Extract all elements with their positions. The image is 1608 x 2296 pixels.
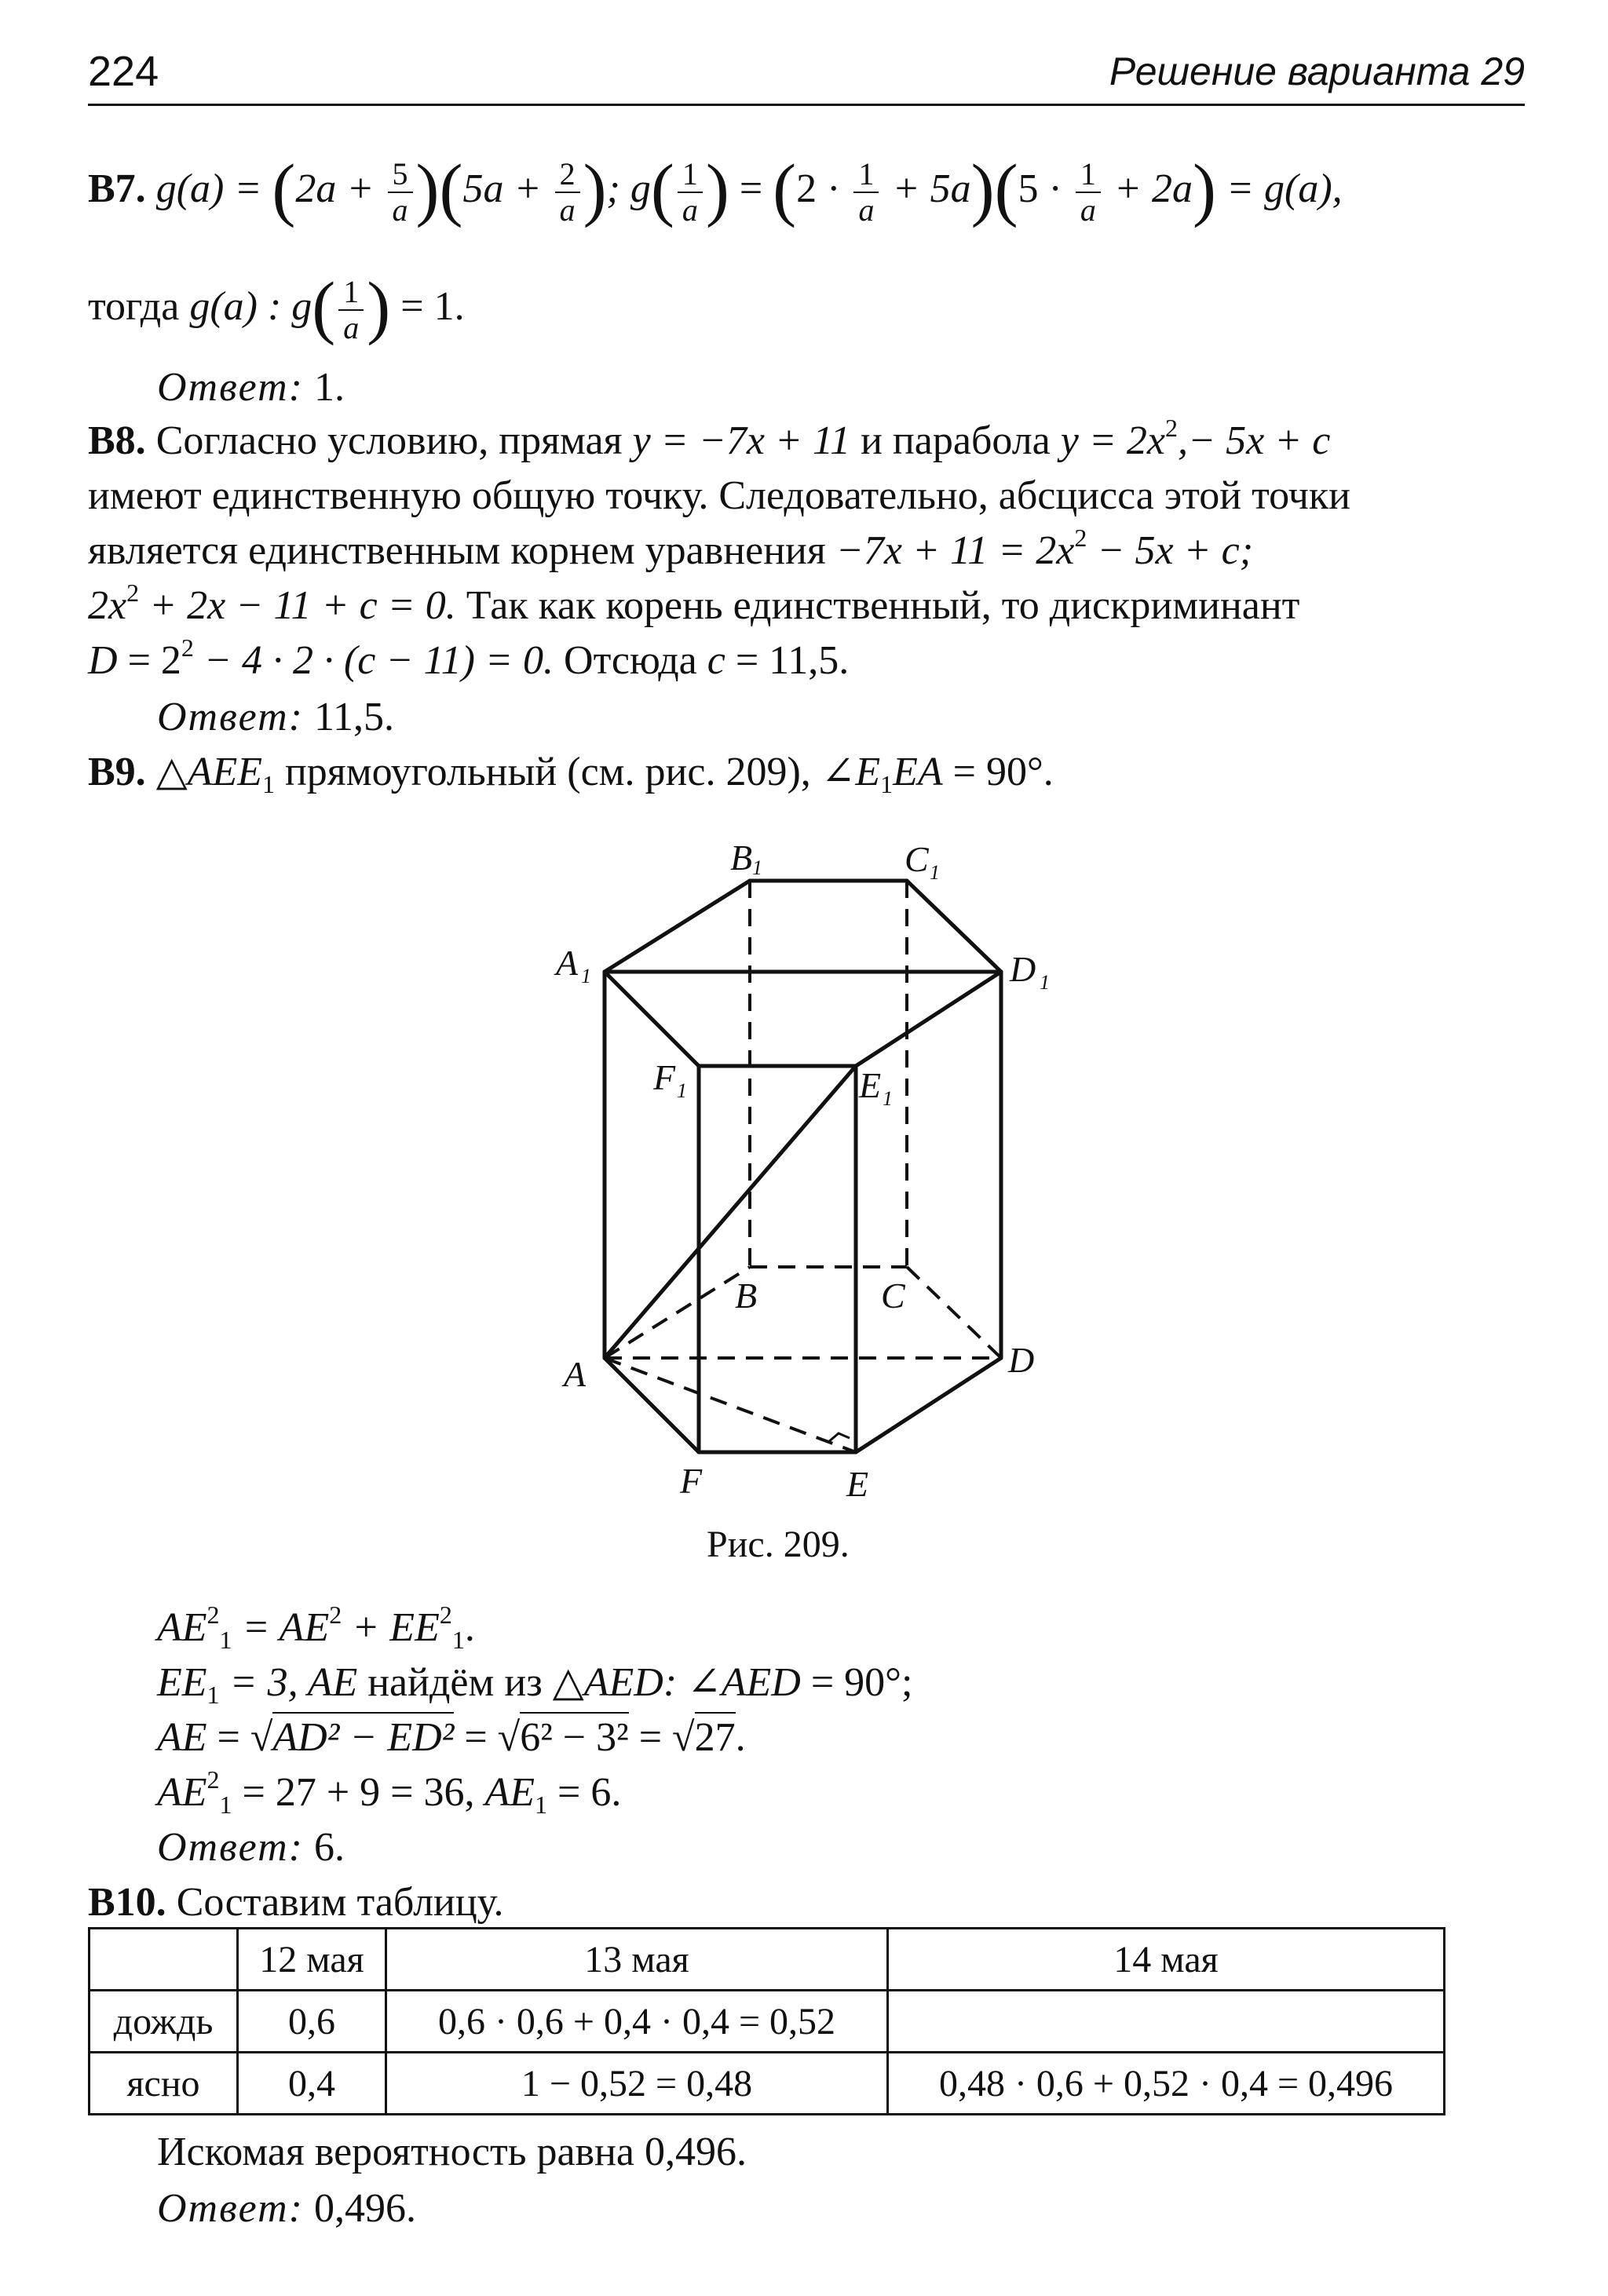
b7-end: = g(a), [1215, 166, 1343, 211]
page-number: 224 [88, 48, 159, 95]
text: = √ [628, 1715, 695, 1760]
edge-a1-b1 [605, 881, 750, 972]
text: = 90°. [942, 750, 1054, 794]
text: = 90°; [800, 1660, 913, 1705]
b10-intro [88, 1878, 503, 1928]
label-subscript-1: 1 [930, 861, 940, 884]
table-header-cell [90, 1929, 238, 1991]
b8-line-4 [88, 581, 1299, 631]
denominator: a [343, 310, 360, 345]
hidden-segment-a-e [605, 1358, 856, 1452]
table-cell: дождь [90, 1991, 238, 2053]
table-row [90, 2053, 1445, 2115]
text: = 11,5. [725, 638, 850, 683]
b7-term2: 5a + [462, 166, 552, 211]
text: Согласно условию, прямая [145, 418, 633, 463]
b9-step-2 [157, 1658, 912, 1708]
b10-label: B10. [88, 1880, 166, 1925]
math: − 5x + c; [1087, 528, 1254, 573]
superscript: 2 [181, 633, 194, 662]
label-f: F [653, 1057, 676, 1097]
text: Составим таблицу. [166, 1880, 504, 1925]
label-subscript-1: 1 [677, 1079, 687, 1102]
radicand: AD² − ED² [272, 1712, 454, 1760]
b7-label: B7. [88, 166, 146, 211]
superscript: 2 [1165, 414, 1179, 442]
subscript: 1 [206, 1681, 220, 1709]
table-cell: 1 − 0,52 = 0,48 [386, 2053, 888, 2115]
paren: ) [970, 150, 995, 228]
text: = 6. [547, 1770, 622, 1815]
radicand: 27 [695, 1712, 736, 1760]
table-row [90, 1991, 1445, 2053]
table-header-row [90, 1929, 1445, 1991]
equals: = [729, 166, 773, 211]
paren: ) [367, 268, 391, 346]
math: = 3, AE [219, 1660, 358, 1705]
answer-value: 1. [303, 365, 345, 410]
paren: ) [415, 150, 440, 228]
b9-intro [88, 747, 1054, 798]
math: AE [157, 1770, 207, 1815]
math: = 2 [117, 638, 181, 683]
superscript: 2 [329, 1601, 342, 1629]
subscript: 1 [451, 1626, 465, 1654]
denominator: a [858, 192, 875, 228]
table-cell: 0,6 [238, 1991, 386, 2053]
label-subscript-1: 1 [581, 965, 591, 987]
fraction-1-over-a [338, 275, 364, 345]
edge-e1-d1 [856, 972, 1001, 1066]
math: EE [157, 1660, 207, 1705]
b9-step-4 [157, 1765, 622, 1819]
answer-value: 11,5. [303, 695, 395, 739]
b7-rhs2a: 5 · [1018, 166, 1073, 211]
label-c: C [881, 1276, 905, 1316]
math: c [707, 638, 725, 683]
b7-semicolon-g: ; g [606, 166, 651, 211]
b8-line-3 [88, 526, 1253, 576]
label-subscript-1: 1 [1040, 971, 1050, 994]
denominator: a [1080, 192, 1096, 228]
math: AE [484, 1770, 535, 1815]
table-cell: 0,6 · 0,6 + 0,4 · 0,4 = 0,52 [386, 1991, 888, 2053]
math: 2x [88, 583, 127, 628]
numerator: 1 [853, 157, 879, 193]
math: + EE [342, 1605, 440, 1650]
numerator: 1 [338, 275, 364, 311]
math: D [88, 638, 118, 683]
label-b: B [730, 838, 753, 878]
math: AE [157, 1715, 207, 1760]
answer-label: Ответ: [157, 1825, 304, 1870]
b7-ratio: g(a) : g [189, 283, 312, 329]
hidden-edge-c-d [907, 1267, 1001, 1358]
label-subscript-1: 1 [883, 1087, 893, 1110]
b10-answer [157, 2184, 416, 2234]
table-cell: 0,48 · 0,6 + 0,52 · 0,4 = 0,496 [888, 2053, 1445, 2115]
b9-step-3 [157, 1713, 746, 1763]
math: ∠E [820, 750, 881, 794]
text: и парабола [850, 418, 1061, 463]
numerator: 1 [678, 157, 703, 193]
denominator: a [559, 192, 576, 228]
fraction-2-over-a [555, 157, 580, 228]
math: y = −7x + 11 [632, 418, 851, 463]
fraction-1-over-a [1076, 157, 1101, 228]
math: + 2x − 11 + c = 0. [139, 583, 456, 628]
superscript: 2 [206, 1601, 220, 1629]
right-angle-mark [828, 1433, 850, 1442]
table-header-cell: 12 мая [238, 1929, 386, 1991]
edge-a1-f1 [605, 972, 699, 1066]
label-f: F [680, 1461, 703, 1501]
math: △AED: ∠AED [552, 1660, 801, 1705]
table-header-cell: 13 мая [386, 1929, 888, 1991]
b8-label: B8. [88, 418, 146, 463]
text: = √ [454, 1715, 521, 1760]
math: −7x + 11 = 2x [835, 528, 1075, 573]
text: = √ [206, 1715, 273, 1760]
b7-formula [88, 150, 1343, 228]
b7-rhs1a: 2 · [796, 166, 851, 211]
page-header [88, 47, 1525, 106]
math: △AEE [155, 750, 262, 794]
label-a: A [556, 943, 579, 983]
diagonal-a-e1 [605, 1066, 856, 1358]
b10-result: Искомая вероятность равна 0,496. [157, 2130, 747, 2174]
fraction-5-over-a [388, 157, 413, 228]
b7-rhs2b: + 2a [1103, 166, 1193, 211]
paren: ( [272, 150, 296, 228]
b8-line-2: имеют единственную общую точку. Следовательно, абсцисса этой точки [88, 473, 1351, 518]
edge-e-d [856, 1358, 1001, 1452]
label-e: E [846, 1464, 869, 1504]
math: ,− 5x + c [1178, 418, 1331, 463]
b8-line-5 [88, 633, 850, 686]
math: y = 2x [1060, 418, 1166, 463]
running-title: Решение варианта 29 [1109, 49, 1525, 93]
paren: ( [439, 150, 463, 228]
paren: ( [773, 150, 797, 228]
b7-rhs1b: + 5a [882, 166, 971, 211]
text: прямоугольный (см. рис. 209), [274, 750, 821, 794]
superscript: 2 [206, 1765, 220, 1794]
paren: ) [583, 150, 607, 228]
b8-answer [157, 692, 394, 743]
b7-result: = 1. [390, 283, 465, 329]
denominator: a [682, 192, 698, 228]
label-b: B [735, 1276, 758, 1316]
b7-answer [157, 363, 345, 413]
math: EA [893, 750, 943, 794]
label-subscript-1: 1 [752, 856, 762, 879]
paren: ( [650, 150, 674, 228]
numerator: 2 [555, 157, 580, 193]
edge-a-f [605, 1358, 699, 1452]
table-cell: 0,4 [238, 2053, 386, 2115]
numerator: 1 [1076, 157, 1101, 193]
text: Так как корень единственный, то дискриминант [455, 583, 1300, 628]
math: AE [157, 1605, 207, 1650]
fraction-1-over-a [853, 157, 879, 228]
b8-line-1 [88, 416, 1330, 466]
denominator: a [392, 192, 408, 228]
subscript: 1 [880, 770, 894, 798]
answer-value: 6. [303, 1825, 345, 1870]
b7-conclusion [88, 268, 465, 346]
numerator: 5 [388, 157, 413, 193]
text: . [464, 1605, 475, 1650]
subscript: 1 [219, 1626, 232, 1654]
b7-term1: 2a + [295, 166, 385, 211]
table-cell [888, 1991, 1445, 2053]
label-e: E [859, 1065, 882, 1105]
prism-figure [542, 832, 1060, 1507]
table-cell: ясно [90, 2053, 238, 2115]
figure-caption: Рис. 209. [707, 1524, 850, 1565]
math: = AE [232, 1605, 330, 1650]
superscript: 2 [1074, 524, 1087, 552]
superscript: 2 [439, 1601, 452, 1629]
fraction-1-over-a [678, 157, 703, 228]
edge-c1-d1 [907, 881, 1001, 972]
text: . [735, 1715, 746, 1760]
b9-label: B9. [88, 750, 146, 794]
answer-value: 0,496. [303, 2186, 416, 2231]
text: является единственным корнем уравнения [88, 528, 836, 573]
radicand: 6² − 3² [520, 1712, 629, 1760]
paren: ) [705, 150, 729, 228]
text: = 27 + 9 = 36, [232, 1770, 485, 1815]
b7-g-of-a: g(a) = [155, 166, 272, 211]
hidden-edge-a-b [605, 1267, 750, 1358]
math: − 4 · 2 · (c − 11) = 0. [193, 638, 554, 683]
table-header-cell: 14 мая [888, 1929, 1445, 1991]
answer-label: Ответ: [157, 695, 304, 739]
answer-label: Ответ: [157, 365, 304, 410]
label-d: D [1010, 949, 1036, 989]
b9-step-1 [157, 1603, 475, 1653]
text: Отсюда [554, 638, 707, 683]
subscript: 1 [219, 1790, 232, 1819]
answer-label: Ответ: [157, 2186, 304, 2231]
label-c: C [904, 839, 929, 879]
paren: ( [312, 268, 336, 346]
label-a: A [564, 1354, 587, 1394]
paren: ( [994, 150, 1018, 228]
paren: ) [1192, 150, 1216, 228]
b9-answer [157, 1823, 345, 1873]
label-d: D [1008, 1340, 1035, 1380]
subscript: 1 [535, 1790, 548, 1819]
superscript: 2 [126, 579, 140, 607]
probability-table [88, 1927, 1445, 2115]
text: найдём из [357, 1660, 553, 1705]
subscript: 1 [261, 770, 275, 798]
b7-then: тогда [88, 283, 190, 329]
